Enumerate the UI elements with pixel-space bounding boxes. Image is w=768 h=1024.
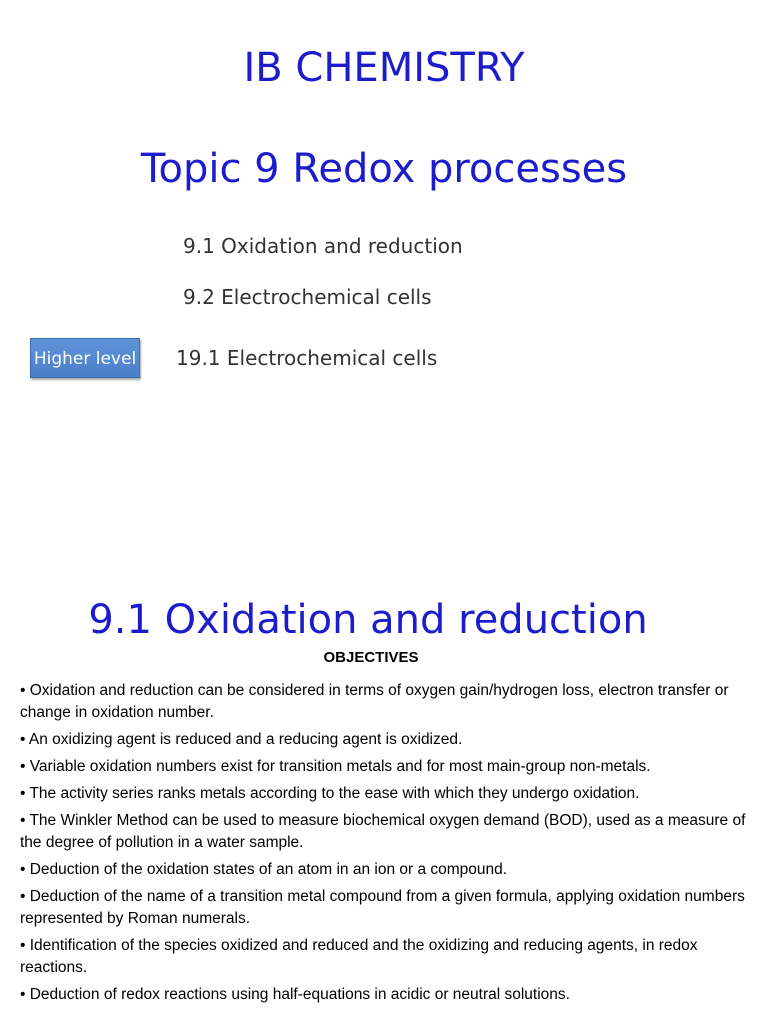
objectives-heading: OBJECTIVES [323,649,419,666]
subtopic-9-2: 9.2 Electrochemical cells [183,285,432,309]
objective-item: • Oxidation and reduction can be considered in terms of oxygen gain/hydrogen loss, electron transfer or change in oxidation number. [20,682,729,721]
objective-item: • An oxidizing agent is reduced and a reducing agent is oxidized. [20,731,463,748]
objective-item: • Variable oxidation numbers exist for transition metals and for most main-group non-metals. [20,758,651,775]
topic-title: Topic 9 Redox processes [140,146,628,192]
section-title: 9.1 Oxidation and reduction [88,597,648,643]
objectives-slide [0,560,768,1024]
subtopic-9-1: 9.1 Oxidation and reduction [183,234,463,258]
objective-item: • Identification of the species oxidized and reduced and the oxidizing and reducing agents, in redox reactions. [20,937,698,976]
course-title: IB CHEMISTRY [243,45,525,91]
objective-item: • Deduction of redox reactions using half-equations in acidic or neutral solutions. [20,986,570,1003]
higher-level-button[interactable]: Higher level [30,338,140,378]
objective-item: • The activity series ranks metals according to the ease with which they undergo oxidation. [20,785,640,802]
subtopic-19-1: 19.1 Electrochemical cells [176,346,438,370]
objective-item: • Deduction of the name of a transition metal compound from a given formula, applying oxidation numbers represented by Roman numerals. [20,888,745,927]
objectives-list [20,680,760,1011]
objective-item: • The Winkler Method can be used to measure biochemical oxygen demand (BOD), used as a measure of the degree of pollution in a water sample. [20,812,746,851]
objective-item: • Deduction of the oxidation states of an atom in an ion or a compound. [20,861,508,878]
